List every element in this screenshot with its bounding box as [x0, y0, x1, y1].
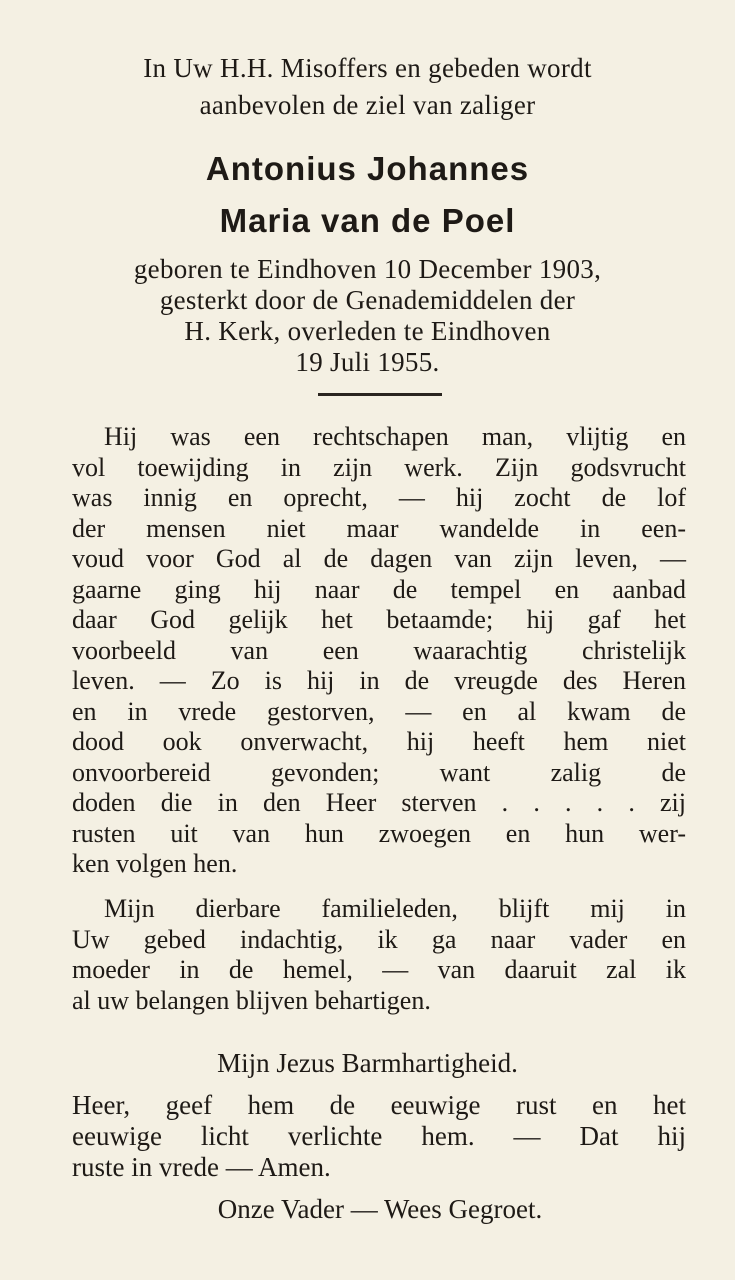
eulogy-line: voud voor God al de dagen van zijn leven, — [72, 544, 686, 573]
dates-line-2: gesterkt door de Genademiddelen der [159, 285, 576, 315]
farewell-line: moeder in de hemel, — van daaruit zal ik [72, 955, 686, 984]
eulogy-line: doden die in den Heer sterven . . . . . zij [72, 788, 686, 817]
invocation: Mijn Jezus Barmhartigheid. [217, 1048, 518, 1078]
intro-text [0, 50, 735, 124]
farewell-line: Uw gebed indachtig, ik ga naar vader en [72, 924, 686, 954]
farewell-paragraph [72, 894, 686, 1016]
prayer-paragraph [72, 1090, 686, 1183]
eulogy-line: voorbeeld van een waarachtig christelijk [72, 635, 686, 665]
eulogy-line: dood ook onverwacht, hij heeft hem niet [72, 727, 686, 756]
closing-prayers: Onze Vader — Wees Gegroet. [217, 1194, 543, 1224]
eulogy-line: was innig en oprecht, — hij zocht de lof [72, 483, 686, 512]
eulogy-line: Hij was een rechtschapen man, vlijtig en [104, 422, 686, 451]
eulogy-line: gaarne ging hij naar de tempel en aanbad [72, 574, 686, 604]
eulogy-line: ken volgen hen. [72, 849, 238, 878]
eulogy-paragraph [72, 422, 686, 880]
eulogy-line: onvoorbereid gevonden; want zalig de [72, 757, 686, 787]
eulogy-line: daar God gelijk het betaamde; hij gaf het [72, 605, 686, 634]
divider-rule [318, 393, 442, 396]
dates-line-1: geboren te Eindhoven 10 December 1903, [133, 254, 602, 284]
deceased-name-line-2: Maria van de Poel [219, 202, 516, 239]
deceased-name-line-1: Antonius Johannes [205, 150, 530, 187]
deceased-name [0, 143, 735, 247]
dates-line-4: 19 Juli 1955. [295, 347, 440, 377]
eulogy-line: en in vrede gestorven, — en al kwam de [72, 696, 686, 726]
prayer-line: Heer, geef hem de eeuwige rust en het [72, 1090, 686, 1120]
birth-death-dates [0, 254, 735, 378]
eulogy-line: rusten uit van hun zwoegen en hun wer- [72, 818, 686, 848]
intro-line-2: aanbevolen de ziel van zaliger [199, 90, 536, 120]
eulogy-line: vol toewijding in zijn werk. Zijn godsvrucht [72, 452, 686, 482]
eulogy-line: der mensen niet maar wandelde in een- [72, 513, 686, 543]
farewell-line: Mijn dierbare familieleden, blijft mij in [104, 894, 686, 923]
eulogy-line: leven. — Zo is hij in de vreugde des Heren [72, 666, 686, 695]
farewell-line: al uw belangen blijven behartigen. [72, 985, 431, 1015]
dates-line-3: H. Kerk, overleden te Eindhoven [184, 316, 551, 346]
intro-line-1: In Uw H.H. Misoffers en gebeden wordt [143, 53, 592, 83]
prayer-line: eeuwige licht verlichte hem. — Dat hij [72, 1121, 686, 1151]
prayer-line: ruste in vrede — Amen. [72, 1152, 331, 1182]
